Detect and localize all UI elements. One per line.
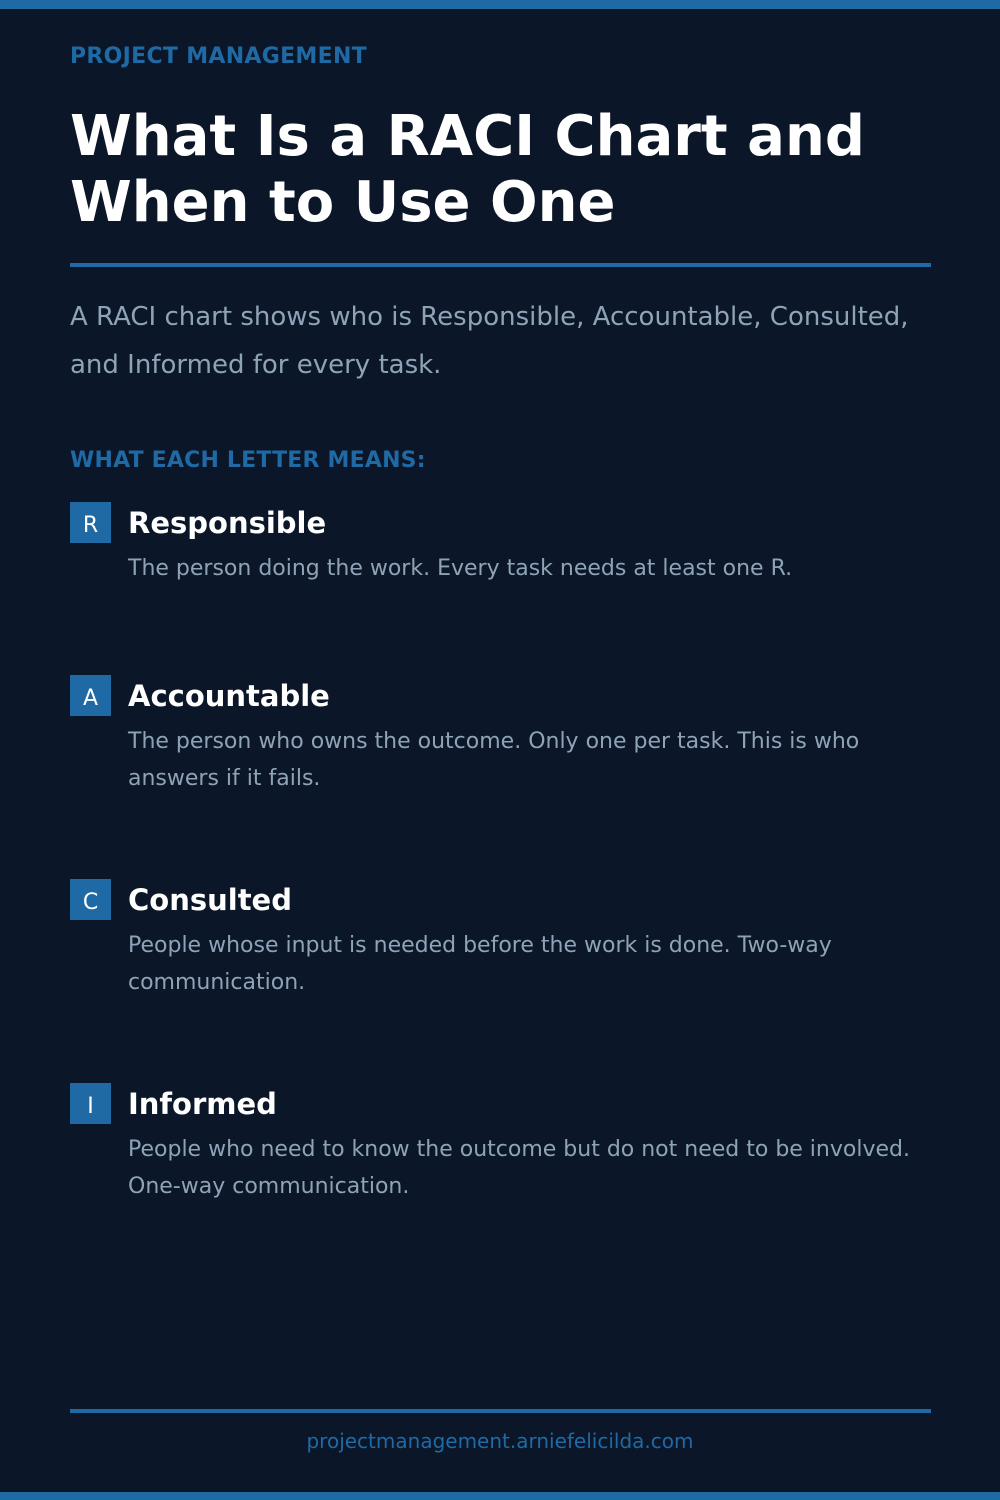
footer-url: projectmanagement.arniefelicilda.com [306, 1429, 694, 1453]
letter-badge: I [70, 1083, 111, 1124]
bottom-accent-bar [0, 1492, 1000, 1500]
item-title: Consulted [128, 883, 292, 917]
page-title: What Is a RACI Chart and When to Use One [70, 104, 865, 235]
section-heading: WHAT EACH LETTER MEANS: [70, 448, 426, 473]
intro-text: A RACI chart shows who is Responsible, Accountable, Consulted, and Informed for every task. [70, 302, 909, 380]
letter-badge: A [70, 675, 111, 716]
item-description: People whose input is needed before the work is done. Two-way communication. [128, 933, 832, 995]
top-accent-bar [0, 0, 1000, 9]
footer-divider [70, 1409, 931, 1413]
item-title: Accountable [128, 679, 330, 713]
letter-badge: C [70, 879, 111, 920]
letter-badge: R [70, 502, 111, 543]
item-description: The person doing the work. Every task needs at least one R. [128, 556, 793, 581]
item-title: Informed [128, 1087, 277, 1121]
item-title: Responsible [128, 506, 327, 540]
item-description: The person who owns the outcome. Only one per task. This is who answers if it fails. [128, 729, 860, 791]
title-divider [70, 263, 931, 267]
category-label: PROJECT MANAGEMENT [70, 44, 367, 69]
item-description: People who need to know the outcome but do not need to be involved. One-way communication. [128, 1137, 910, 1199]
